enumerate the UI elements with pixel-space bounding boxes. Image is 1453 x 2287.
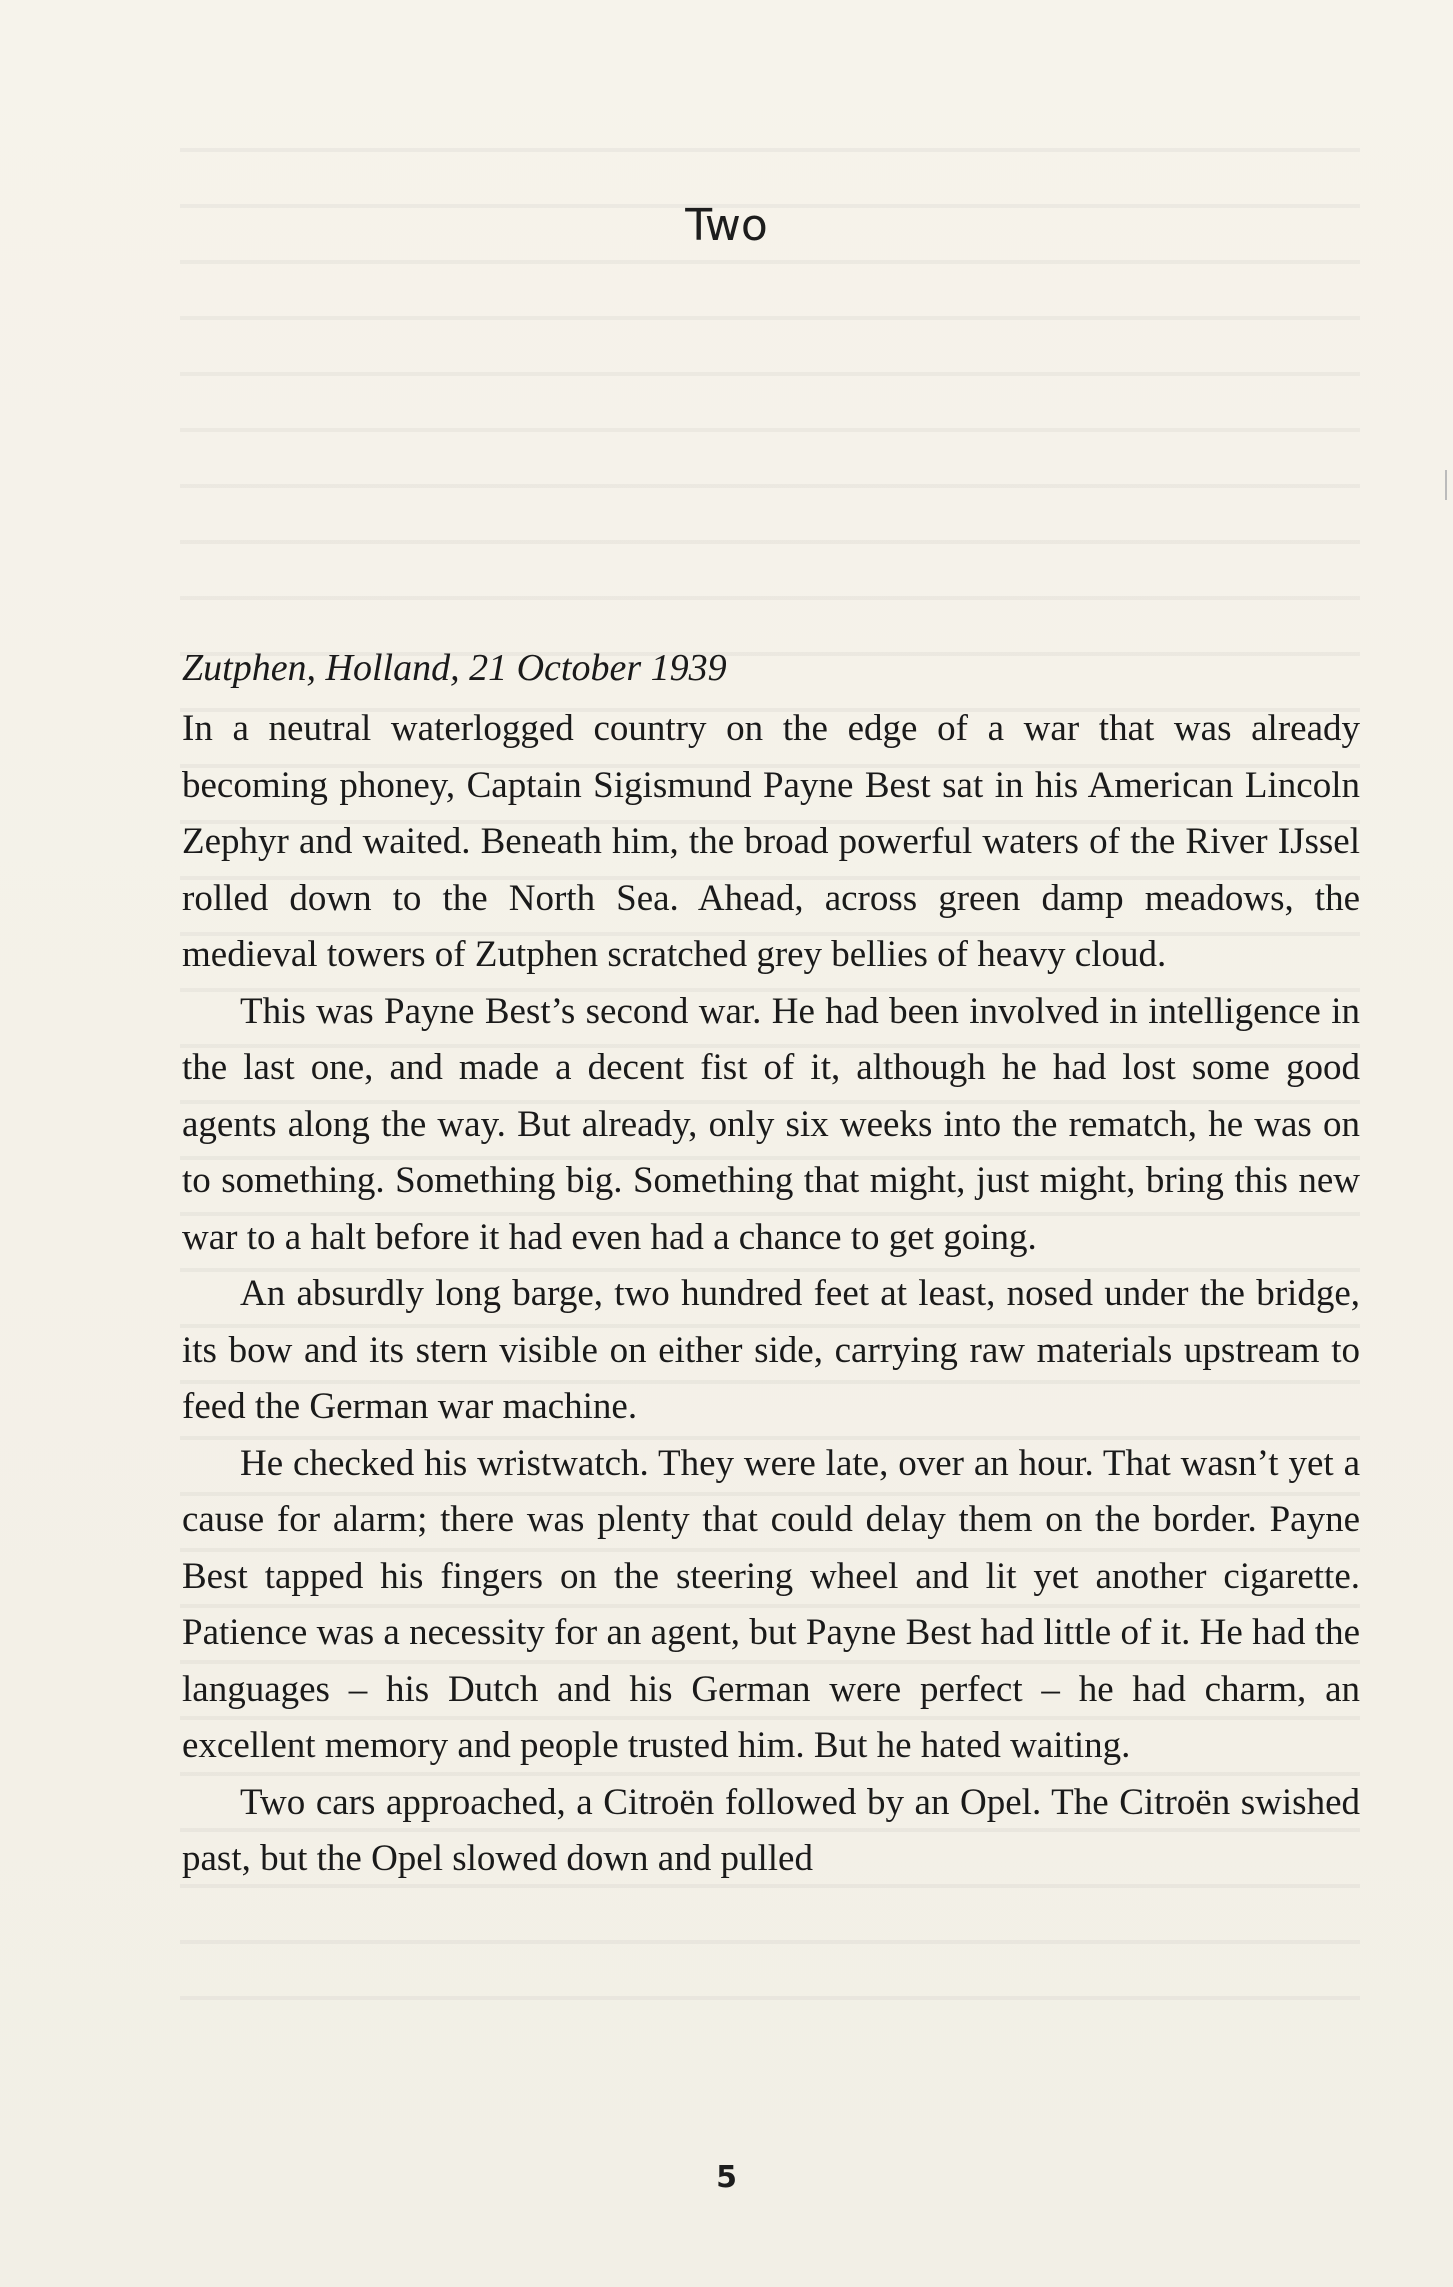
edge-mark <box>1445 470 1447 500</box>
body-text <box>182 640 1360 1888</box>
paragraph-2: This was Payne Best’s second war. He had been involved in intelligence in the last one, and made a decent fist of it, although he had lost some good agents along the way. But already, only six weeks into the rematch, he was on to something. Something big. Something that might, just might, bring this new war to a halt before it had even had a chance to get going. <box>182 990 1360 1258</box>
paragraph-1: In a neutral waterlogged country on the edge of a war that was already becoming phoney, Captain Sigismund Payne Best sat in his American Lincoln Zephyr and waited. Beneath him, the broad powerful waters of the River IJssel rolled down to the North Sea. Ahead, across green damp meadows, the medieval towers of Zutphen scratched grey bellies of heavy cloud. <box>182 708 1360 975</box>
dateline: Zutphen, Holland, 21 October 1939 <box>182 647 727 689</box>
paragraph-5: Two cars approached, a Citroën followed by an Opel. The Citroën swished past, but the Opel slowed down and pulled <box>182 1781 1360 1879</box>
chapter-title: Two <box>685 200 768 251</box>
paragraph-4: He checked his wristwatch. They were late, over an hour. That wasn’t yet a cause for alarm; there was plenty that could delay them on the border. Payne Best tapped his fingers on the steering wheel and lit yet another cigarette. Patience was a necessity for an agent, but Payne Best had little of it. He had the languages – his Dutch and his German were perfect – he had charm, an excellent memory and people trusted him. But he hated waiting. <box>182 1442 1360 1766</box>
paragraph-3: An absurdly long barge, two hundred feet at least, nosed under the bridge, its bow and its stern visible on either side, carrying raw materials upstream to feed the German war machine. <box>182 1273 1360 1427</box>
page-number: 5 <box>716 2160 737 2195</box>
